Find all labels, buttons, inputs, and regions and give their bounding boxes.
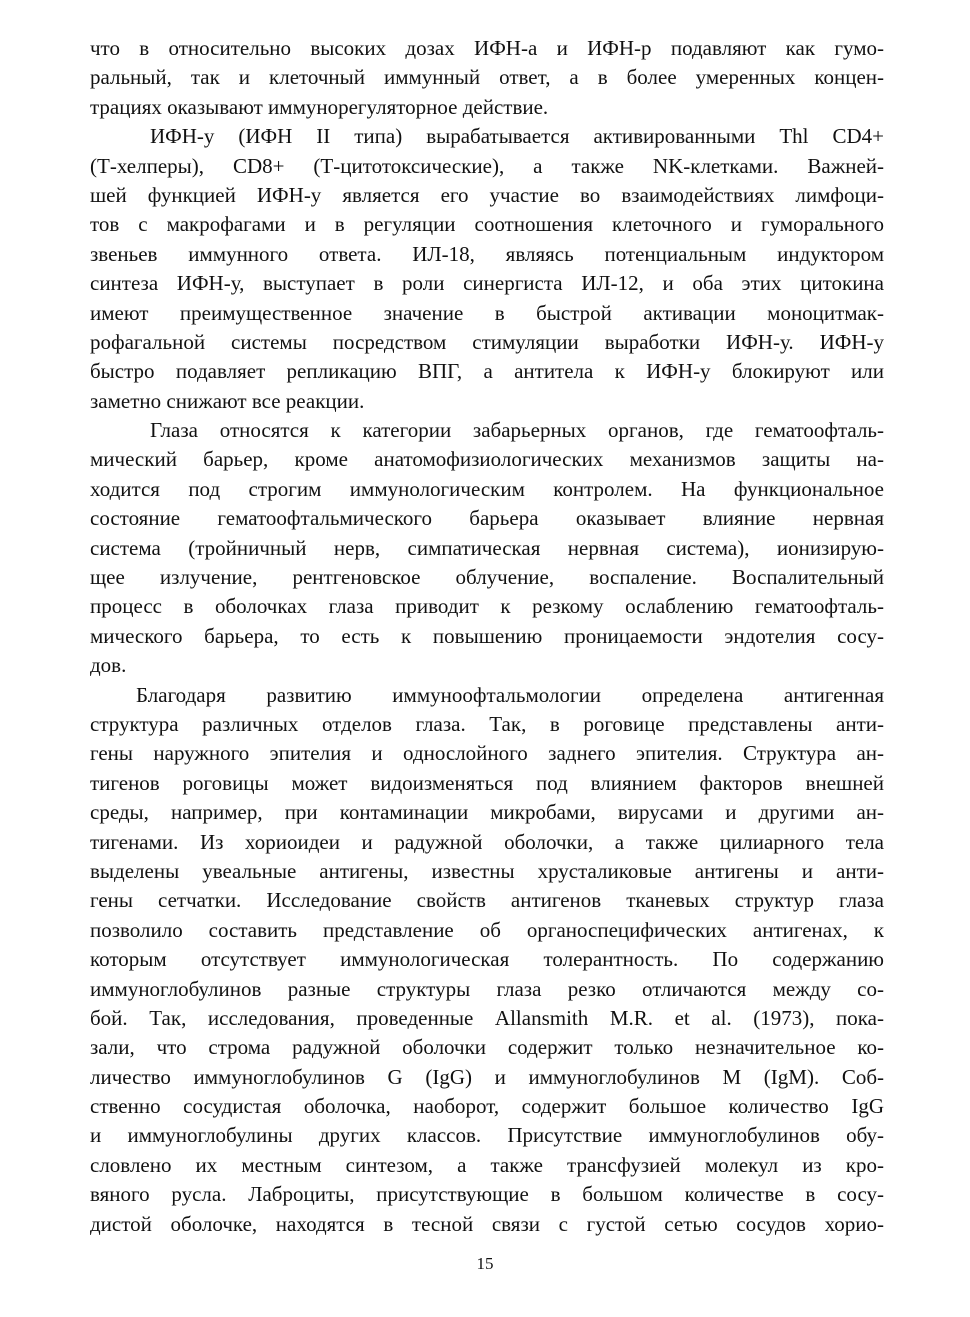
text-line: ИФН-у (ИФН II типа) вырабатывается активированными Thl CD4+ (150, 124, 884, 149)
text-line: словлено их местным синтезом, а также трансфузией молекул из кро- (90, 1152, 884, 1177)
text-line: вяного русла. Лаброциты, присутствующие в большом количестве в сосу- (90, 1182, 884, 1207)
text-line: личество иммуноглобулинов G (IgG) и иммуноглобулинов М (IgM). Соб- (90, 1064, 884, 1089)
text-line: гены наружного эпителия и однослойного заднего эпителия. Структура ан- (90, 741, 884, 766)
text-line: ральный, так и клеточный иммунный ответ, а в более умеренных концен- (90, 65, 884, 90)
text-line: выделены увеальные антигены, известны хрусталиковые антигены и анти- (90, 858, 884, 883)
text-line: состояние гематоофтальмического барьера оказывает влияние нервная (90, 506, 884, 531)
text-line: ственно сосудистая оболочка, наоборот, содержит большое количество IgG (90, 1094, 884, 1119)
text-line: иммуноглобулинов разные структуры глаза резко отличаются между со- (90, 976, 884, 1001)
text-line: дов. (90, 653, 127, 678)
text-line: заметно снижают все реакции. (90, 388, 365, 413)
paragraph-4 (90, 681, 884, 1239)
text-line: тигенов роговицы может видоизменяться под влиянием факторов внешней (90, 770, 884, 795)
paragraph-1 (90, 34, 884, 122)
document-page (90, 34, 884, 1239)
text-line: процесс в оболочках глаза приводит к резкому ослаблению гематоофталь- (90, 594, 884, 619)
text-line: Благодаря развитию иммуноофтальмологии определена антигенная (136, 682, 884, 707)
text-line: дистой оболочке, находятся в тесной связи с густой сетью сосудов хорио- (90, 1211, 884, 1236)
text-line: щее излучение, рентгеновское облучение, воспаление. Воспалительный (90, 565, 884, 590)
text-line: гены сетчатки. Исследование свойств антигенов тканевых структур глаза (90, 888, 884, 913)
text-line: быстро подавляет репликацию ВПГ, а антитела к ИФН-у блокируют или (90, 359, 884, 384)
text-line: синтеза ИФН-у, выступает в роли синергиста ИЛ-12, и оба этих цитокина (90, 271, 884, 296)
text-line: система (тройничный нерв, симпатическая нервная система), ионизирую- (90, 535, 884, 560)
paragraph-2 (90, 122, 884, 416)
text-line: позволило составить представление об органоспецифических антигенах, к (90, 917, 884, 942)
text-line: Глаза относятся к категории забарьерных органов, где гематоофталь- (150, 418, 884, 443)
text-line: бой. Так, исследования, проведенные Allansmith M.R. et al. (1973), пока- (90, 1005, 884, 1030)
text-line: тов с макрофагами и в регуляции соотношения клеточного и гуморального (90, 212, 884, 237)
text-line: мического барьера, то есть к повышению проницаемости эндотелия сосу- (90, 623, 884, 648)
text-line: зали, что строма радужной оболочки содержит только незначительное ко- (90, 1035, 884, 1060)
text-line: тигенами. Из хориоидеи и радужной оболочки, а также цилиарного тела (90, 829, 884, 854)
text-line: среды, например, при контаминации микробами, вирусами и другими ан- (90, 800, 884, 825)
page-number: 15 (476, 1254, 494, 1273)
text-line: структура различных отделов глаза. Так, в роговице представлены анти- (90, 711, 884, 736)
paragraph-3 (90, 416, 884, 681)
text-line: что в относительно высоких дозах ИФН-а и ИФН-р подавляют как гумо- (90, 36, 884, 60)
text-line: имеют преимущественное значение в быстрой активации моноцитмак- (90, 300, 884, 325)
text-line: мический барьер, кроме анатомофизиологических механизмов защиты на- (90, 447, 884, 472)
text-line: трациях оказывают иммунорегуляторное действие. (90, 94, 549, 119)
text-line: (Т-хелперы), CD8+ (Т-цитотоксические), а также NK-клетками. Важней- (90, 153, 884, 178)
text-line: рофагальной системы посредством стимуляции выработки ИФН-у. ИФН-у (90, 329, 884, 354)
text-line: звеньев иммунного ответа. ИЛ-18, являясь потенциальным индуктором (90, 241, 884, 266)
text-line: шей функцией ИФН-у является его участие во взаимодействиях лимфоци- (90, 182, 884, 207)
text-line: ходится под строгим иммунологическим контролем. На функциональное (90, 476, 884, 501)
text-line: и иммуноглобулины других классов. Присутствие иммуноглобулинов обу- (90, 1123, 884, 1148)
text-line: которым отсутствует иммунологическая толерантность. По содержанию (90, 947, 884, 972)
